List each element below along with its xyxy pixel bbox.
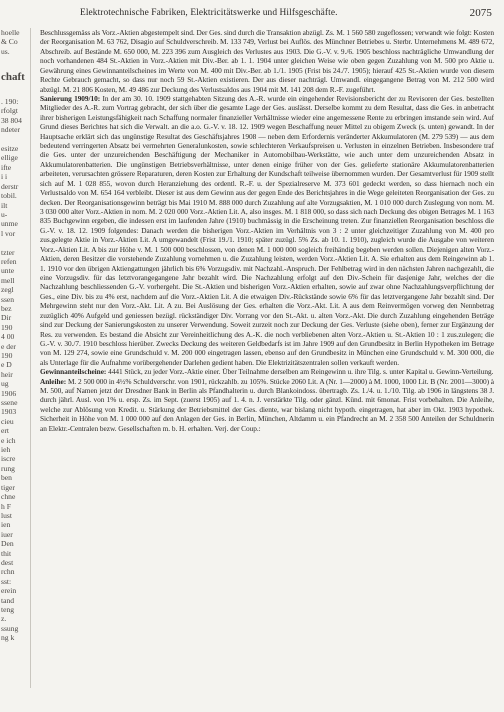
edge-fragment (1, 135, 30, 144)
edge-fragment: derstr (1, 181, 19, 191)
edge-fragment: ieh (1, 445, 11, 455)
paragraph-body: In der am 30. 10. 1909 stattgehabten Sitzung des A.-R. wurde ein eingehender Revisionsbericht der zu Revisoren der Ges. bestellten Mitglieder des A.-R. zum Vortrag gebracht, der sich über die gesamte Lage der Ges. auslässt. Derselbe kommt zu dem Resultat, dass die Ges. in anbetracht ihrer bisherigen Leistungsfähigkeit nach Schaffung normaler finanzieller Verhältnisse wieder eine angemessene Rente zu erbringen imstande sein wird. Auf Grund dieses Berichtes hat sich die Verwalt. an die a.o. G.-V. v. 18. 12. 1909 wegen Beschaffung neuer Mittel zu obigem Zweck (s. unten) gewandt. In der Hauptsache erklärt sich das ungünstige Resultat des Geschäftsjahres 1908 — neben dem Erfordernis veränderter Akkumulatoren (M. 279 539) — aus dem bedeutend verringerten Absatz bei vermehrten Generalunkosten, sowie schlechteren Verkaufspreisen u. Verlusten in einzelnen Betrieben. Insbesondere traf die Ges. unter der unzureichenden Beschäftigung der Mechaniker in Automobilbau-Werkstätte, wie auch unter dem unzureichenden Absatz in Akkumulatorenbatterien. Die ungünstigen Betriebsverhältnisse, unter denen einige früher von der Ges. gelieferte stationäre Akkumulatorenbatterien arbeiteten, verursachten grössere Reparaturen, deren Kosten zur Erhaltung der Kundschaft teilweise übernommen wurden. Der Gesamtverlust für 1909 stellt sich auf M. 1 028 855, wovon durch Heranziehung des ordentl. R.-F. u. der Spezialreserve M. 373 601 gedeckt werden, so dass hiernach noch ein Verlustsaldo von M. 654 164 verbleibt. Dieser ist aus dem Gewinn aus der gegen Ende des Berichtsjahres in die Wege geleiteten Reorganisation der Ges. zu decken. Der Reorganisationsgewinn beträgt bis Mai 1910 M. 888 000 durch Zuzahlung auf alte Vorzugsaktien, M. 1 010 000 durch Zuslegung von nom. M. 3 030 000 alter Vorz.-Aktien in nom. M. 2 020 000 Vorz.-Aktien Lit. A, also insges. M. 1 818 000, so dass sich nach Deckung des obigen Betrages M. 1 163 835 Buchgewinn ergeben, die indessen erst im laufenden Jahre (1910) buchmässig in die Erscheinung treten. Zur finanziellen Reorganisation beschloss die G.-V. v. 18. 12. 1909 folgendes: Danach werden die bisherigen Vorz.-Aktien im Verhältnis von 3 : 2 unter gleichzeitiger Zuzahlung von M. 400 pro zus.gelegte Aktie in Vorz.-Aktien Lit. A umgewandelt (Frist 19./1. 1910; später zuzügl. 5% Zs. ab 10. 1. 1910), zugleich wurde die Ausgabe von weiteren Vorz.-Aktien Lit. A bis zur Höhe v. M. 1 500 000 beschlossen, von denen M. 1 000 000 sogleich freihändig begeben werden sollen. Diejenigen alten Vorz.-Aktien, deren Besitzer die vorstehende Zuzahlung vornehmen u. die Zuzahlung leisten, werden Vorz.-Aktien Lit. A. Sie erhalten aus dem Reingewinn ab 1. 1. 1910 vor den übrigen Aktiengattungen jährlich bis 6% Vorzugsdiv. mit Nachzahl.-Anspruch. Der Fehlbetrag wird in den nächsten Jahren nachgezahlt, die eine Vorzugsdiv. für das letztvorangegangene Jahr bezahlt wird. Die Nachzahlung erfolgt auf den Div.-Schein für dasjenige Jahr, welches der die Nachzahlung beschliessenden G.-V. vorhergeht. Die St.-Aktien und bisherigen Vorz.-Aktien erhalten, sowie auf zwar ohne Nachzahlungsverpflichtung der Ges., eine Div. bis zu 4% erst, nachdem auf die Vorz.-Aktien Lit. A die etwaigen Div.-Rückstände sowie 6% für das letztvergangene Jahr bezahlt sind. Der Mehrgewinn steht nur den Vorz.-Akt. Lit. A zu. Bei Auslösung der Ges. erhalten die Vorz.-Akt. Lit. A aus dem Reinvermögen vorweg den Nennbetrag zuzüglich 40% Aufgeld und geniessen bezügl. rückständiger Div. Vorrang vor den St.-Akt. u. alten Vorz.-Akt. Die durch Zuzahlung eingehenden Beträge sind zur Deckung der Sanierungskosten zu unserer Verwendung. Soweit zurzeit noch zur Deckung der Ges. Verluste (siehe oben), ferner zur Ergänzung der Res. zu verwenden. Es bestand die Absicht zur Vereinheitlichung des A.-K. die noch verbliebenen alten Vorz.-Aktien u. St.-Aktien 10 : 1 zus.zulegen; die G.-V. v. 30./7. 1910 beschloss hierüber. Zwecks Deckung des weiteren Geldbedarfs ist im Jahre 1909 auf den Grundbesitz in Berlin Hypotheken im Betrage von M. 129 274, sowie eine Grundschuld v. M. 200 000 eingetragen lassen, ebenso auf den Grundbesitz in München eine Grundschuld v. M. 300 000, die als Unterlage für die Aufnahme vorübergehender Darlehen gedient haben. Die Elektrizitätszentralen sollen verkauft werden. (40, 93, 494, 367)
paragraph-body: Beschlussgemäss als Vorz.-Aktien abgestempelt sind. Der Ges. sind durch die Transaktion abzügl. Zs. M. 1 560 580 zugeflossen; verwandt wie folgt: Kosten der Reorganisation M. 63 762, Disagio auf Schuldverschreib. M. 133 749, Verlust bei Auflös. des Münchner Betriebes u. Sterbr. Unternehmens M. 489 672, Abschreib. auf Bestände M. 650 000, M. 223 396 zum Ausgleich des Verlustes aus 1903. Die G.-V. v. 9./6. 1905 beschloss nachträgliche Umwandlung der noch vorhandenen 484 St.-Aktien in Vorz.-Aktien mit Div.-Ber. ab 1. 1. 1904 unter gleichen Weise wie oben gegen Zuzahlung von M. 500 pro Aktie u. Gewährung eines Gewinnanteilscheines im Werte von M. 400 mit Div.-Ber. ab 1./1. 1905 (Frist bis 24./7. 1905); hierauf 425 St.-Aktien wurde von diesem Rechte Gebrauch gemacht, so dass nur noch 59 St.-Aktien existieren. Der aus dieser nachträgl. Umwandl. eingegangene Betrag von M. 212 500 wird abzügl. M. 21 806 Kosten, M. 49 486 zur Deckung des Verlustsaldos aus 1904 mit M. 141 208 dem R.-F. zugeführt. (40, 28, 494, 94)
edge-fragment: ng k (1, 633, 15, 643)
edge-fragment: 1906 (1, 388, 17, 398)
edge-fragment: chaft (1, 70, 25, 83)
edge-fragment: iuer (1, 529, 13, 539)
edge-fragment: tobil. (1, 191, 17, 201)
running-title: Elektrotechnische Fabriken, Elektricitätswerke und Hilfsgeschäfte. (80, 8, 338, 18)
edge-fragment: lust (1, 510, 12, 520)
edge-fragment: tzter (1, 247, 15, 257)
edge-fragment: iscre (1, 454, 16, 464)
edge-fragment: 38 804 (1, 115, 22, 125)
edge-fragment: mell (1, 275, 15, 285)
paragraph-lead: Gewinnanteilscheine: (40, 367, 107, 377)
edge-fragment: us. (1, 46, 10, 56)
edge-fragment: esitze (1, 144, 19, 154)
edge-fragment: ifte (1, 162, 12, 172)
edge-fragment: h F (1, 501, 11, 511)
edge-fragment: heir (1, 369, 13, 379)
edge-fragment: i i (1, 172, 8, 182)
edge-fragment: ndeter (1, 125, 20, 135)
edge-fragment: unme (1, 219, 18, 229)
body-text (40, 28, 494, 706)
edge-fragment: tand (1, 595, 15, 605)
edge-fragment: e D (1, 360, 12, 370)
paragraph (40, 94, 494, 367)
edge-fragment: ssene (1, 398, 18, 408)
edge-fragment: refen (1, 256, 17, 266)
edge-fragment: rchn (1, 567, 15, 577)
edge-fragment: Den (1, 539, 14, 549)
edge-fragment: z. (1, 614, 7, 624)
edge-fragment: 4 00 (1, 332, 15, 342)
edge-fragment: teng (1, 604, 15, 614)
edge-fragment: rung (1, 463, 15, 473)
page-header (80, 8, 492, 22)
edge-fragment: tiger (1, 482, 15, 492)
previous-page-edge (0, 28, 31, 688)
edge-fragment: zegl (1, 285, 14, 295)
edge-fragment: cieu (1, 416, 14, 426)
paragraph (40, 367, 494, 376)
paragraph-lead: Anleihe: (40, 376, 67, 386)
edge-fragment: ssung (1, 623, 19, 633)
edge-fragment: . 190: (1, 97, 19, 107)
edge-fragment: 190 (1, 322, 13, 332)
edge-fragment: thit (1, 548, 12, 558)
paragraph-body: M. 2 500 000 in 4½% Schuldverschr. von 1901, rückzahlb. zu 105%. Stücke 2060 Lit. A (Nr. 1—2000) à M. 1000, 1000 Lit. B (Nr. 2001—3000) à M. 500, auf Namen jetzt der Dresdner Bank in Berlin als Pfandhalterin u. durch Blankoindoss. übertragb. Zs. 1./4. u. 1./10. Tilg. ab 1906 in längstens 38 J. durch jährl. Ausl. von 1% u. ersp. Zs. im Sept. (zuerst 1905) auf 1. 4. n. J. verstärkte Tilg. oder gänzl. Künd. mit 6monat. Frist vorbehalten. Die Anleihe, welche zur Ablösung von Kredit. u. Stärkung der Betriebsmittel der Ges. diente, war bislang nicht hypoth. eingetragen, hat aber im Okt. 1903 hypothek. Sicherheit in Höhe von M. 1 000 000 auf den Anlagen der Ges. in Berlin, München, Altdamm u. ein Pfandrecht an M. 2 358 500 Anteilen der Schuldnerin an Elektr.-Centralen bezw. Gesellschaften m. b. H. erhalten. Verj. der Coup.: (40, 376, 494, 433)
edge-fragment: unte (1, 266, 15, 276)
edge-fragment: 190 (1, 351, 13, 360)
edge-fragment: ssen (1, 294, 15, 304)
edge-fragment: hoelle (1, 28, 20, 37)
edge-fragment (1, 238, 30, 247)
edge-fragment: ug (1, 379, 9, 389)
edge-fragment: ert (1, 426, 10, 436)
edge-fragment: bez (1, 303, 12, 313)
edge-fragment: ilt (1, 200, 8, 210)
paragraph-lead: Sanierung 1909/10: (40, 93, 101, 103)
edge-fragment: & Co (1, 37, 18, 47)
edge-fragment: chne (1, 492, 16, 502)
edge-fragment: rfolgt (1, 106, 18, 116)
edge-fragment: ellige (1, 153, 18, 163)
edge-fragment: l vor (1, 228, 16, 238)
paragraph-body: 4441 Stück, zu jeder Vorz.-Aktie einer. Über Teilnahme derselben am Reingewinn u. ihre Tilg. s. unter Kapital u. Gewinn-Verteilung. (106, 367, 494, 377)
page-number: 2075 (469, 7, 492, 19)
edge-fragment: sst: (1, 576, 12, 586)
edge-fragment: Dir (1, 313, 12, 323)
edge-fragment (1, 56, 30, 65)
edge-fragment: ben (1, 473, 12, 483)
edge-fragment: e ich (1, 435, 16, 445)
edge-fragment: dest (1, 557, 14, 567)
edge-fragment: ien (1, 520, 11, 530)
edge-fragment (1, 88, 30, 97)
paragraph (40, 28, 494, 94)
edge-fragment: 1903 (1, 407, 17, 417)
edge-fragment: e der (1, 341, 16, 351)
edge-fragment: u- (1, 209, 8, 219)
edge-fragment: erein (1, 586, 17, 596)
paragraph (40, 377, 494, 434)
